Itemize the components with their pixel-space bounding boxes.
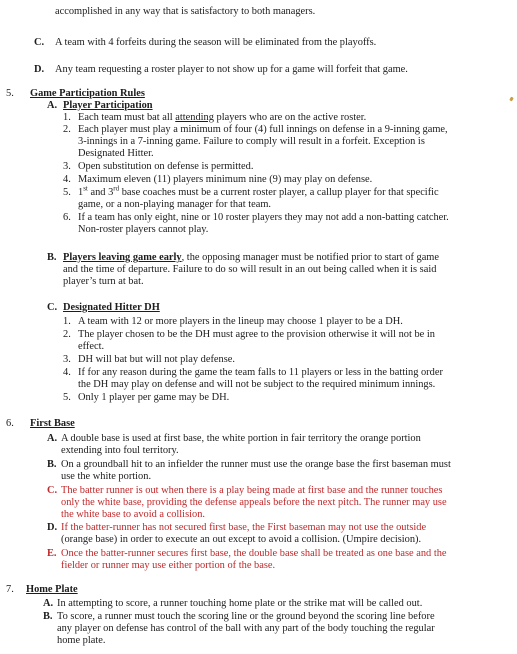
list-number: 6. [63,212,71,223]
list-item-text: effect. [78,341,105,352]
list-item-text: The player chosen to be the DH must agree to the provision otherwise it will not be in [78,329,435,340]
list-item-text: Only 1 player per game may be DH. [78,392,230,403]
section-6-title: First Base [30,418,75,429]
item-d-text: If the batter-runner has not secured first base, the First baseman may not use the outside [61,522,427,533]
item-b-label: B. [47,459,57,470]
section-5-number: 5. [6,88,14,99]
item-b-text: home plate. [57,635,106,646]
item-c-text: only the white base, providing the defense appeals before the next pitch. The runner may use [61,497,447,508]
stray-mark [509,97,514,102]
list-number: 2. [63,124,71,135]
list-item-text: Non-roster players cannot play. [78,224,209,235]
item-a-text: extending into foul territory. [61,445,179,456]
list-item-text: 3-innings in a 7-inning game. Failure to comply will result in a forfeit. Exception is [78,136,425,147]
item-a-label: A. [47,433,58,444]
list-number: 2. [63,329,71,340]
item-a-text: In attempting to score, a runner touching home plate or the strike mat will be called out. [57,598,423,609]
list-number: 1. [63,112,71,123]
list-item-text: If for any reason during the game the team falls to 11 players or less in the batting order [78,367,443,378]
rule-d-label: D. [34,64,45,75]
subsection-b-label: B. [47,252,57,263]
rule-d-text: Any team requesting a roster player to not show up for a game will forfeit that game. [55,64,408,75]
item-a-label: A. [43,598,54,609]
attending-word: attending [175,112,214,123]
list-item-text: Each player must play a minimum of four (4) full innings on defense in a 9-inning game, [78,124,448,135]
list-number: 4. [63,367,71,378]
item-b-text: use the white portion. [61,471,152,482]
list-item-text: Designated Hitter. [78,148,154,159]
item-e-label: E. [47,548,57,559]
rule-c-label: C. [34,37,45,48]
subsection-b-title: Players leaving game early [63,252,182,263]
item-b-text: To score, a runner must touch the scoring line or the ground beyond the scoring line before [57,611,435,622]
list-item-text: the DH may play on defense and will not be subject to the required minimum innings. [78,379,436,390]
item-e-text: fielder or runner may use either portion of the base. [61,560,276,571]
section-7-title: Home Plate [26,584,78,595]
subsection-b-text: player’s turn at bat. [63,276,144,287]
subsection-a-title: Player Participation [63,100,153,111]
list-item-text: 1st and 3rd base coaches must be a current roster player, a callup player for that specific [78,184,439,198]
item-b-text: On a groundball hit to an infielder the runner must use the orange base the first baseman must [61,459,451,470]
list-number: 3. [63,354,71,365]
rule-c-text: A team with 4 forfeits during the season will be eliminated from the playoffs. [55,37,377,48]
subsection-b-text: and the time of departure. Failure to do so will result in an out being called when it is said [63,264,437,275]
item-b-label: B. [43,611,53,622]
list-number: 5. [63,392,71,403]
section-6-number: 6. [6,418,14,429]
list-number: 3. [63,161,71,172]
item-e-text: Once the batter-runner secures first base, the double base shall be treated as one base and the [61,548,447,559]
item-d-label: D. [47,522,58,533]
list-item-text: If a team has only eight, nine or 10 roster players they may not add a non-batting catcher. [78,212,449,223]
subsection-c-title: Designated Hitter DH [63,302,160,313]
continued-line: accomplished in any way that is satisfactory to both managers. [55,6,316,17]
item-c-text: the white base to avoid a collision. [61,509,205,520]
item-d-text: (orange base) in order to execute an out except to avoid a collision. (Umpire decision). [61,534,422,545]
list-item-text: game, or a non-playing manager for that team. [78,199,272,210]
list-item-text: A team with 12 or more players in the lineup may choose 1 player to be a DH. [78,316,403,327]
subsection-b-line: Players leaving game early, the opposing manager must be notified prior to start of game [63,252,440,263]
subsection-a-label: A. [47,100,58,111]
list-item-text: Each team must bat all attending players who are on the active roster. [78,112,367,123]
list-number: 4. [63,174,71,185]
subsection-c-label: C. [47,302,58,313]
section-5-title: Game Participation Rules [30,88,145,99]
list-number: 1. [63,316,71,327]
list-number: 5. [63,187,71,198]
list-item-text: Maximum eleven (11) players minimum nine (9) may play on defense. [78,174,373,185]
list-item-text: Open substitution on defense is permitted. [78,161,254,172]
item-a-text: A double base is used at first base, the white portion in fair territory the orange portion [61,433,421,444]
item-c-text: The batter runner is out when there is a play being made at first base and the runner touches [61,485,443,496]
section-7-number: 7. [6,584,14,595]
list-item-text: DH will bat but will not play defense. [78,354,235,365]
item-b-text: any player on defense has control of the ball with any part of the body touching the regular [57,623,435,634]
item-c-label: C. [47,485,58,496]
